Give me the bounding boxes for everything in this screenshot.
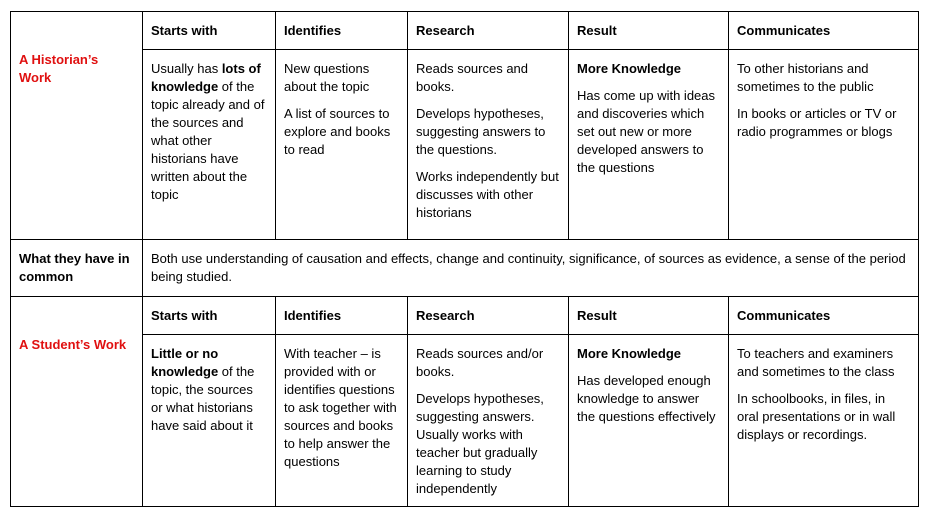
student-result-text: Has developed enough knowledge to answer the questions effectively [577,373,716,424]
historian-result-text: Has come up with ideas and discoveries which set out new or more developed answers to the questions [577,88,716,175]
historian-result-cell [569,50,729,240]
student-research-2: Develops hypotheses, suggesting answers. Usually works with teacher but gradually learning to study independently [416,391,544,496]
header-identifies: Identifies [276,12,408,50]
historian-starts-with-cell: Usually has lots of knowledge of the topic already and of the sources and what other historians have written about the topic [143,50,276,240]
header-research: Research [408,12,569,50]
comparison-table-frame [10,11,918,506]
common-row-text: Both use understanding of causation and effects, change and continuity, significance, of sources as evidence, a sense of the period being studied. [143,240,919,297]
student-communicates-2: In schoolbooks, in files, in oral presentations or in wall displays or recordings. [737,391,896,442]
student-identifies-1: With teacher – is provided with or identifies questions to ask together with sources and books to help answer the questions [284,346,397,469]
historian-row-label: A Historian’s Work [11,12,143,240]
student-starts-with-cell: Little or no knowledge of the topic, the sources or what historians have said about it [143,335,276,507]
historian-body-row [11,50,919,240]
common-row-label: What they have in common [11,240,143,297]
student-header-identifies: Identifies [276,297,408,335]
common-row [11,240,919,297]
student-research-cell [408,335,569,507]
historian-research-2: Develops hypotheses, suggesting answers to the questions. [416,106,546,157]
comparison-table [10,11,919,507]
header-starts-with: Starts with [143,12,276,50]
student-row-label: A Student’s Work [11,297,143,507]
historian-communicates-2: In books or articles or TV or radio programmes or blogs [737,106,897,139]
student-research-1: Reads sources and/or books. [416,346,544,379]
historian-communicates-1: To other historians and sometimes to the public [737,61,874,94]
student-header-research: Research [408,297,569,335]
historian-research-1: Reads sources and books. [416,61,529,94]
student-body-row [11,335,919,507]
student-result-heading: More Knowledge [577,346,682,361]
historian-header-row [11,12,919,50]
historian-identifies-2: A list of sources to explore and books to read [284,106,391,157]
historian-result-heading: More Knowledge [577,61,682,76]
student-header-communicates: Communicates [729,297,919,335]
student-communicates-1: To teachers and examiners and sometimes to the class [737,346,895,379]
historian-research-3: Works independently but discusses with other historians [416,169,559,220]
header-result: Result [569,12,729,50]
historian-communicates-cell [729,50,919,240]
header-communicates: Communicates [729,12,919,50]
student-identifies-cell [276,335,408,507]
student-result-cell [569,335,729,507]
student-communicates-cell [729,335,919,507]
historian-identifies-cell [276,50,408,240]
historian-identifies-1: New questions about the topic [284,61,370,94]
student-header-starts-with: Starts with [143,297,276,335]
student-header-row [11,297,919,335]
student-header-result: Result [569,297,729,335]
historian-research-cell [408,50,569,240]
